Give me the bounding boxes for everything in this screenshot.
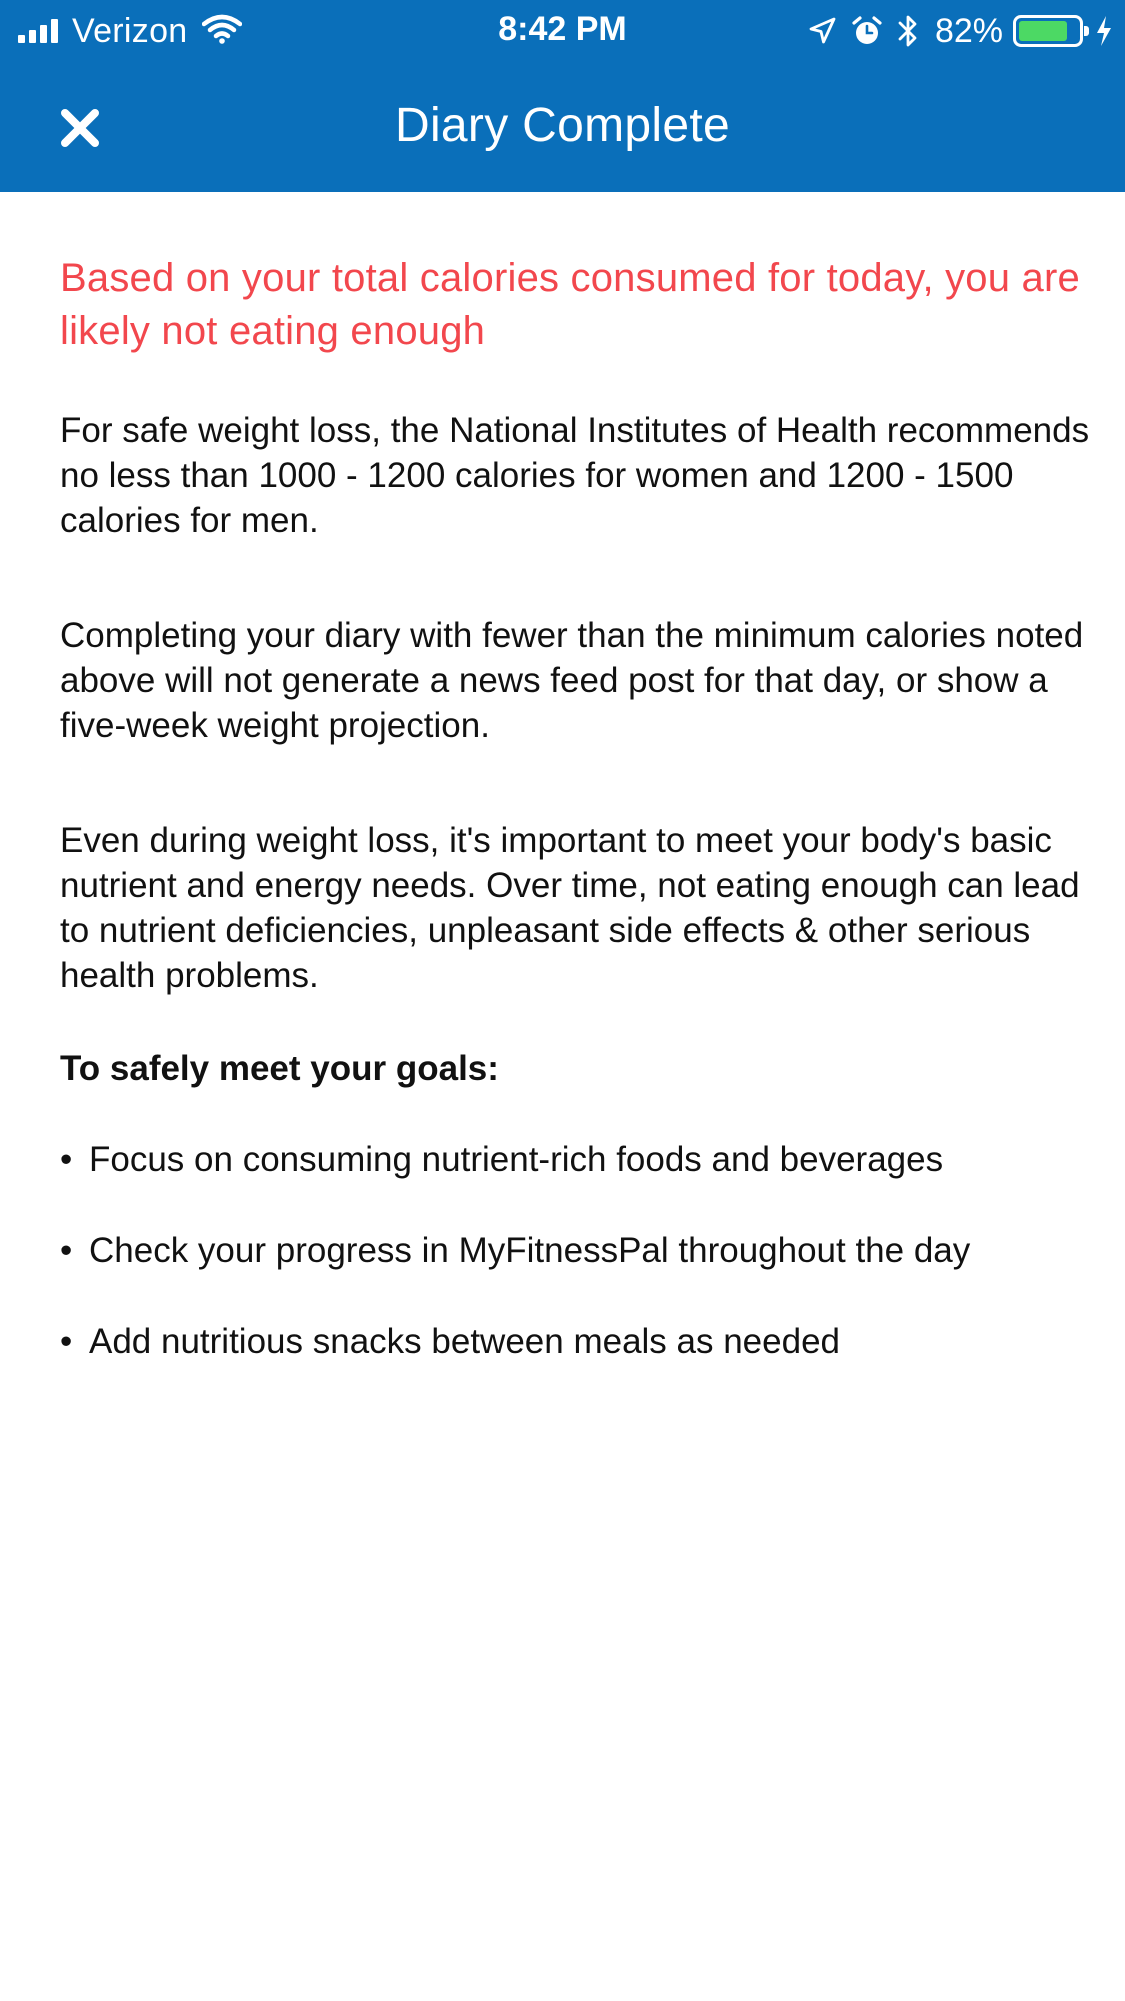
battery-percent: 82% bbox=[934, 11, 1003, 50]
nav-bar bbox=[0, 62, 1125, 192]
charging-bolt-icon bbox=[1095, 15, 1113, 47]
page-title: Diary Complete bbox=[395, 99, 730, 152]
battery-icon bbox=[1013, 15, 1083, 47]
status-time: 8:42 PM bbox=[498, 10, 627, 48]
header bbox=[0, 0, 1125, 192]
list-item bbox=[60, 1137, 1090, 1182]
list-item bbox=[60, 1228, 1090, 1273]
paragraph-nih-recommendation: For safe weight loss, the National Institutes of Health recommends no less than 1000 - 1200 calories for women and 1200 - 1500 calories for men. bbox=[60, 411, 1090, 540]
list-item bbox=[60, 1319, 1090, 1364]
warning-heading: Based on your total calories consumed for today, you are likely not eating enough bbox=[60, 256, 1080, 353]
paragraph-nutrient-needs: Even during weight loss, it's important to meet your body's basic nutrient and energy needs. Over time, not eating enough can lead to nutrient deficiencies, unpleasant side effects & other serious health problems. bbox=[60, 821, 1080, 995]
alarm-icon bbox=[851, 15, 883, 47]
content bbox=[60, 252, 1090, 1410]
bluetooth-icon bbox=[897, 14, 919, 48]
battery-nub bbox=[1084, 26, 1089, 36]
bullet-glyph: • bbox=[60, 1322, 73, 1361]
goals-heading: To safely meet your goals: bbox=[60, 1049, 499, 1088]
bullet-glyph: • bbox=[60, 1231, 73, 1270]
bullet-glyph: • bbox=[60, 1140, 73, 1179]
carrier-name: Verizon bbox=[72, 11, 188, 50]
list-item-text: Add nutritious snacks between meals as needed bbox=[89, 1322, 841, 1361]
battery-fill bbox=[1019, 21, 1067, 41]
list-item-text: Check your progress in MyFitnessPal throughout the day bbox=[89, 1231, 971, 1270]
paragraph-diary-minimum: Completing your diary with fewer than the minimum calories noted above will not generate a news feed post for that day, or show a five-week weight projection. bbox=[60, 616, 1084, 745]
status-bar bbox=[0, 0, 1125, 62]
location-arrow-icon bbox=[807, 16, 837, 46]
status-right bbox=[793, 12, 1113, 50]
list-item-text: Focus on consuming nutrient-rich foods and beverages bbox=[89, 1140, 944, 1179]
